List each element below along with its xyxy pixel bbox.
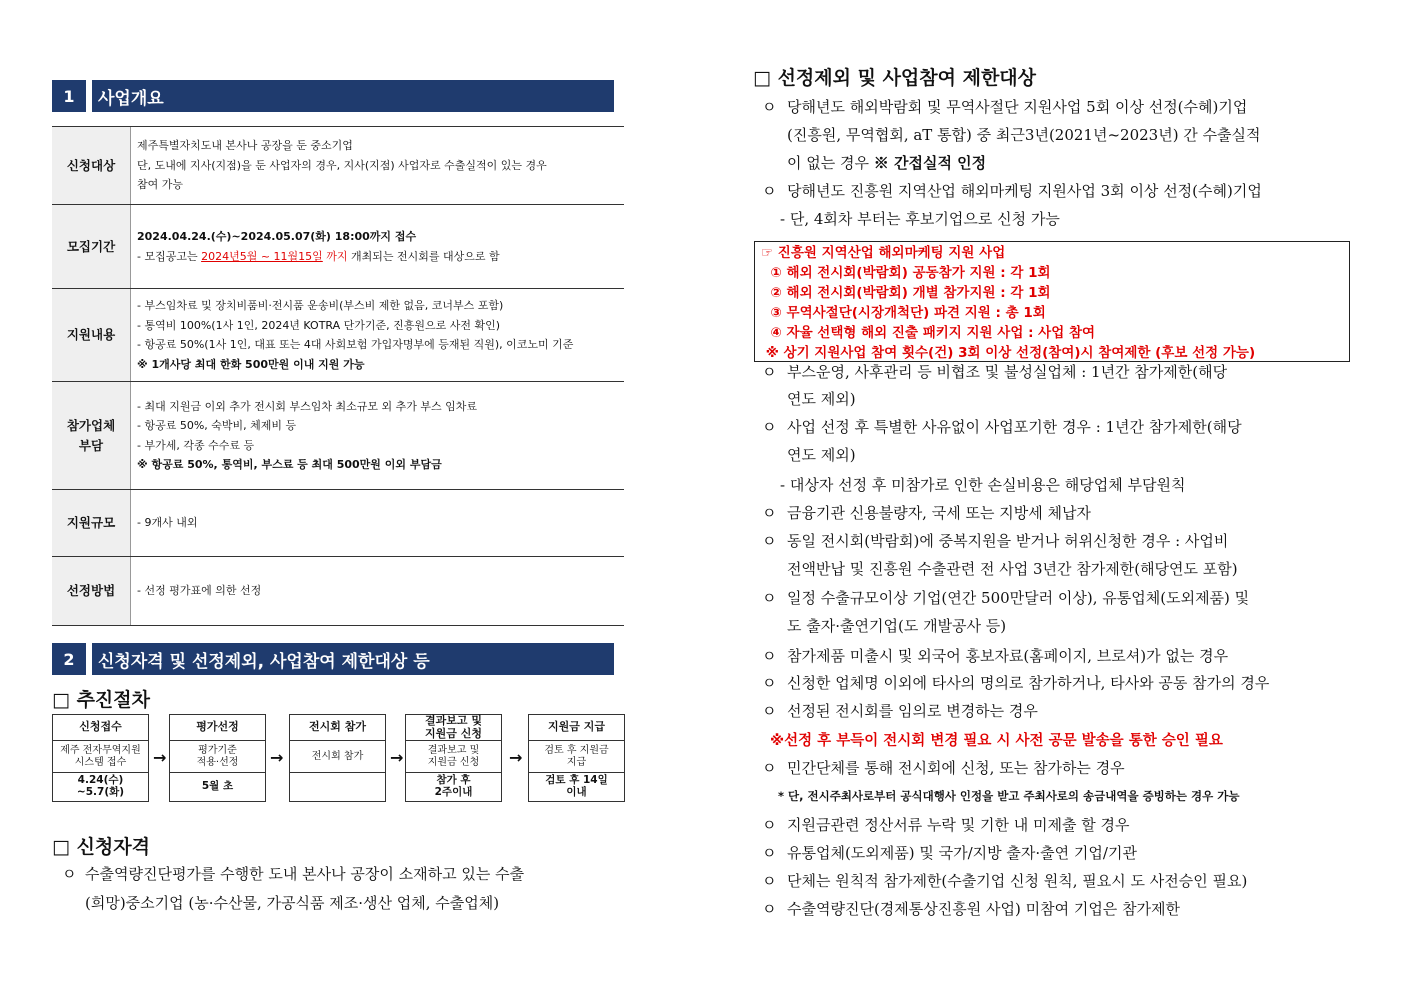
step-timing bbox=[170, 773, 265, 801]
table-row bbox=[52, 557, 624, 626]
exclusion-heading: □ 선정제외 및 사업참여 제한대상 bbox=[753, 67, 1037, 89]
step-timing-line: 2주이내 bbox=[434, 786, 473, 798]
item-text: 당해년도 진흥원 지역산업 해외마케팅 지원사업 3회 이상 선정(수혜)기업 bbox=[787, 182, 1262, 200]
item-text: 참가제품 미출시 및 외국어 홍보자료(홈페이지, 브로셔)가 없는 경우 bbox=[787, 647, 1229, 665]
step-detail-line: 지급 bbox=[566, 756, 587, 768]
step-timing-line: 이내 bbox=[566, 786, 587, 798]
row-content bbox=[131, 490, 624, 556]
item-text-continued: 연도 제외) bbox=[787, 390, 856, 408]
box-item: ② 해외 전시회(박람회) 개별 참가지원 : 각 1회 bbox=[761, 285, 1051, 301]
item-text-continued: (진흥원, 무역협회, aT 통합) 중 최근3년(2021년~2023년) 간 수출실적 bbox=[787, 126, 1261, 144]
step-detail-line: 검토 후 지원금 bbox=[544, 745, 609, 756]
step-title-line: 지원금 신청 bbox=[425, 726, 482, 740]
step-timing bbox=[53, 773, 148, 801]
row-label-line: 부담 bbox=[78, 437, 104, 453]
bullet: ㅇ bbox=[762, 363, 777, 381]
content-note: ※ 항공료 50%, 통역비, 부스료 등 최대 500만원 이외 부담금 bbox=[137, 458, 442, 471]
content-line: - 항공료 50%(1사 1인, 대표 또는 4대 사회보험 가입자명부에 등재된 직원), 이코노미 기준 bbox=[137, 338, 574, 351]
section-title: 신청자격 및 선정제외, 사업참여 제한대상 등 bbox=[92, 643, 614, 675]
content-line: 제주특별자치도내 본사나 공장을 둔 중소기업 bbox=[137, 139, 353, 153]
step-detail bbox=[529, 741, 624, 773]
row-label bbox=[52, 382, 131, 489]
process-step bbox=[289, 714, 386, 802]
step-title-line: 지원금 지급 bbox=[548, 720, 605, 734]
content-line: 참여 가능 bbox=[137, 178, 184, 192]
step-timing bbox=[529, 773, 624, 801]
support-program-box bbox=[754, 241, 1350, 362]
item-text-continued: 도 출자·출연기업(도 개발공사 등) bbox=[787, 617, 1007, 635]
arrow-right-icon: → bbox=[390, 748, 404, 767]
row-label: 지원내용 bbox=[52, 289, 131, 381]
content-line: 단, 도내에 지사(지점)을 둔 사업자의 경우, 지사(지점) 사업자로 수출실적이 있는 경우 bbox=[137, 158, 547, 172]
content-line: - 9개사 내외 bbox=[137, 516, 198, 530]
text-segment: 개최되는 전시회를 대상으로 함 bbox=[347, 249, 500, 263]
row-label-line: 참가업체 bbox=[66, 418, 116, 434]
item-text: 선정된 전시회를 임의로 변경하는 경우 bbox=[787, 702, 1038, 720]
step-timing-line: ~5.7(화) bbox=[76, 786, 125, 798]
step-title bbox=[53, 715, 148, 741]
item-text-continued bbox=[787, 152, 986, 173]
bullet: ㅇ bbox=[762, 674, 777, 692]
text-segment: 이 없는 경우 bbox=[787, 154, 874, 172]
overview-table bbox=[52, 126, 624, 626]
step-title-line: 전시회 참가 bbox=[309, 720, 366, 734]
item-text: 일정 수출규모이상 기업(연간 500만달러 이상), 유통업체(도외제품) 및 bbox=[787, 589, 1250, 607]
bullet: ㅇ bbox=[762, 872, 777, 890]
process-step bbox=[528, 714, 625, 802]
step-detail-line: 적용·선정 bbox=[196, 756, 239, 768]
arrow-right-icon: → bbox=[509, 748, 523, 767]
step-title bbox=[406, 715, 501, 741]
item-text: 당해년도 해외박람회 및 무역사절단 지원사업 5회 이상 선정(수혜)기업 bbox=[787, 98, 1248, 116]
bullet: ㅇ bbox=[762, 589, 777, 607]
step-detail bbox=[170, 741, 265, 773]
content-line: - 부가세, 각종 수수료 등 bbox=[137, 438, 255, 452]
highlight-text: 까지 bbox=[322, 249, 348, 263]
sub-item: - 단, 4회차 부터는 후보기업으로 신청 가능 bbox=[780, 210, 1060, 228]
step-timing-line: 참가 후 bbox=[436, 774, 471, 787]
qualification-heading: □ 신청자격 bbox=[52, 836, 150, 858]
qualification-text bbox=[62, 860, 662, 918]
step-detail bbox=[290, 741, 385, 773]
item-text-continued: 연도 제외) bbox=[787, 446, 856, 464]
item-text: 신청한 업체명 이외에 타사의 명의로 참가하거나, 타사와 공동 참가의 경우 bbox=[787, 674, 1270, 692]
content-line: - 항공료 50%, 숙박비, 체제비 등 bbox=[137, 419, 297, 432]
step-detail-line: 제주 전자무역지원 bbox=[60, 745, 141, 756]
section-2-header bbox=[52, 643, 614, 675]
bullet: ㅇ bbox=[762, 504, 777, 522]
bullet: ㅇ bbox=[762, 900, 777, 918]
section-number: 1 bbox=[52, 80, 86, 112]
item-text: 단체는 원칙적 참가제한(수출기업 신청 원칙, 필요시 도 사전승인 필요) bbox=[787, 872, 1248, 890]
box-item: ③ 무역사절단(시장개척단) 파견 지원 : 총 1회 bbox=[761, 305, 1046, 321]
box-note: ※ 상기 지원사업 참여 횟수(건) 3회 이상 선정(참여)시 참여제한 (후보 선정 가능) bbox=[761, 345, 1256, 361]
bullet: ㅇ bbox=[762, 816, 777, 834]
bullet: ㅇ bbox=[762, 647, 777, 665]
section-number: 2 bbox=[52, 643, 86, 675]
process-step bbox=[405, 714, 502, 802]
list-item bbox=[62, 860, 662, 889]
step-detail-line: 평가기준 bbox=[198, 745, 237, 756]
section-title: 사업개요 bbox=[92, 80, 614, 112]
bullet: ㅇ bbox=[762, 532, 777, 550]
item-text: 금융기관 신용불량자, 국세 또는 지방세 체납자 bbox=[787, 504, 1091, 522]
highlight-period: 2024년5월 ~ 11월15일 bbox=[201, 249, 323, 263]
bullet: ㅇ bbox=[62, 865, 77, 883]
row-label: 신청대상 bbox=[52, 127, 131, 204]
item-text: 부스운영, 사후관리 등 비협조 및 불성실업체 : 1년간 참가제한(해당 bbox=[787, 363, 1228, 381]
step-detail bbox=[53, 741, 148, 773]
row-label: 모집기간 bbox=[52, 205, 131, 288]
emphasis-note: ※ 간접실적 인정 bbox=[873, 154, 987, 172]
step-title-line: 신청접수 bbox=[79, 720, 122, 734]
bullet: ㅇ bbox=[762, 844, 777, 862]
step-detail-line: 전시회 참가 bbox=[311, 750, 364, 762]
item-text-continued: (희망)중소기업 (농·수산물, 가공식품 제조·생산 업체, 수출업체) bbox=[85, 894, 500, 912]
step-detail-line: 결과보고 및 bbox=[427, 745, 480, 756]
table-row bbox=[52, 382, 624, 490]
table-row bbox=[52, 205, 624, 289]
item-text-continued: 전액반납 및 진흥원 수출관련 전 사업 3년간 참가제한(해당연도 포함) bbox=[787, 560, 1238, 578]
item-text: 수출역량진단평가를 수행한 도내 본사나 공장이 소재하고 있는 수출 bbox=[85, 865, 525, 883]
step-title bbox=[290, 715, 385, 741]
box-title: ☞ 진흥원 지역산업 해외마케팅 지원 사업 bbox=[761, 245, 1006, 261]
warning-note: ※선정 후 부득이 전시회 변경 필요 시 사전 공문 발송을 통한 승인 필요 bbox=[770, 733, 1223, 749]
table-row bbox=[52, 289, 624, 382]
item-text: 사업 선정 후 특별한 사유없이 사업포기한 경우 : 1년간 참가제한(해당 bbox=[787, 418, 1242, 436]
process-step bbox=[52, 714, 149, 802]
row-content bbox=[131, 289, 624, 381]
box-item: ① 해외 전시회(박람회) 공동참가 지원 : 각 1회 bbox=[761, 265, 1051, 281]
row-content bbox=[131, 205, 624, 288]
step-timing-line: 5월 초 bbox=[201, 780, 234, 793]
step-detail bbox=[406, 741, 501, 773]
bullet: ㅇ bbox=[762, 182, 777, 200]
item-text: 유통업체(도외제품) 및 국가/지방 출자·출연 기업/기관 bbox=[787, 844, 1137, 862]
bullet: ㅇ bbox=[762, 759, 777, 777]
bullet: ㅇ bbox=[762, 702, 777, 720]
content-note: ※ 1개사당 최대 한화 500만원 이내 지원 가능 bbox=[137, 357, 365, 371]
step-timing bbox=[290, 773, 385, 801]
content-line: 2024.04.24.(수)~2024.05.07(화) 18:00까지 접수 bbox=[137, 230, 417, 243]
box-item: ④ 자율 선택형 해외 진출 패키지 지원 사업 : 사업 참여 bbox=[761, 325, 1096, 341]
row-label: 지원규모 bbox=[52, 490, 131, 556]
item-text: 민간단체를 통해 전시회에 신청, 또는 참가하는 경우 bbox=[787, 759, 1125, 777]
content-line bbox=[137, 247, 618, 267]
table-row bbox=[52, 490, 624, 557]
process-flow bbox=[52, 714, 632, 802]
step-timing-line: 4.24(수) bbox=[77, 774, 124, 787]
step-timing bbox=[406, 773, 501, 801]
row-label: 선정방법 bbox=[52, 557, 131, 625]
row-content bbox=[131, 127, 624, 204]
footnote: * 단, 전시주최사로부터 공식대행사 인정을 받고 주최사로의 송금내역을 증빙하는 경우 가능 bbox=[778, 789, 1240, 803]
arrow-right-icon: → bbox=[153, 748, 167, 767]
item-text: 지원금관련 정산서류 누락 및 기한 내 미제출 할 경우 bbox=[787, 816, 1130, 834]
row-content bbox=[131, 382, 624, 489]
content-line: - 부스임차료 및 장치비품비·전시품 운송비(부스비 제한 없음, 코너부스 포함) bbox=[137, 299, 504, 312]
item-text: 수출역량진단(경제통상진흥원 사업) 미참여 기업은 참가제한 bbox=[787, 900, 1181, 918]
content-line: - 최대 지원금 이외 추가 전시회 부스임차 최소규모 외 추가 부스 임차료 bbox=[137, 399, 477, 413]
process-heading: □ 추진절차 bbox=[52, 689, 150, 711]
text-segment: - 모집공고는 bbox=[137, 249, 202, 263]
sub-item: - 대상자 선정 후 미참가로 인한 손실비용은 해당업체 부담원칙 bbox=[780, 476, 1186, 494]
bullet: ㅇ bbox=[762, 98, 777, 116]
step-detail-line: 지원금 신청 bbox=[427, 756, 480, 768]
process-step bbox=[169, 714, 266, 802]
step-title-line: 결과보고 및 bbox=[425, 714, 482, 728]
step-detail-line: 시스템 접수 bbox=[74, 756, 127, 768]
content-line: - 통역비 100%(1사 1인, 2024년 KOTRA 단가기준, 진흥원으로 사전 확인) bbox=[137, 318, 501, 332]
item-text: 동일 전시회(박람회)에 중복지원을 받거나 허위신청한 경우 : 사업비 bbox=[787, 532, 1229, 550]
step-title bbox=[170, 715, 265, 741]
content-line: - 선정 평가표에 의한 선정 bbox=[137, 584, 262, 598]
row-content bbox=[131, 557, 624, 625]
step-title-line: 평가선정 bbox=[196, 720, 239, 734]
section-1-header bbox=[52, 80, 614, 112]
table-row bbox=[52, 127, 624, 205]
step-timing-line: 검토 후 14일 bbox=[545, 774, 608, 787]
bullet: ㅇ bbox=[762, 418, 777, 436]
step-title bbox=[529, 715, 624, 741]
arrow-right-icon: → bbox=[270, 748, 284, 767]
